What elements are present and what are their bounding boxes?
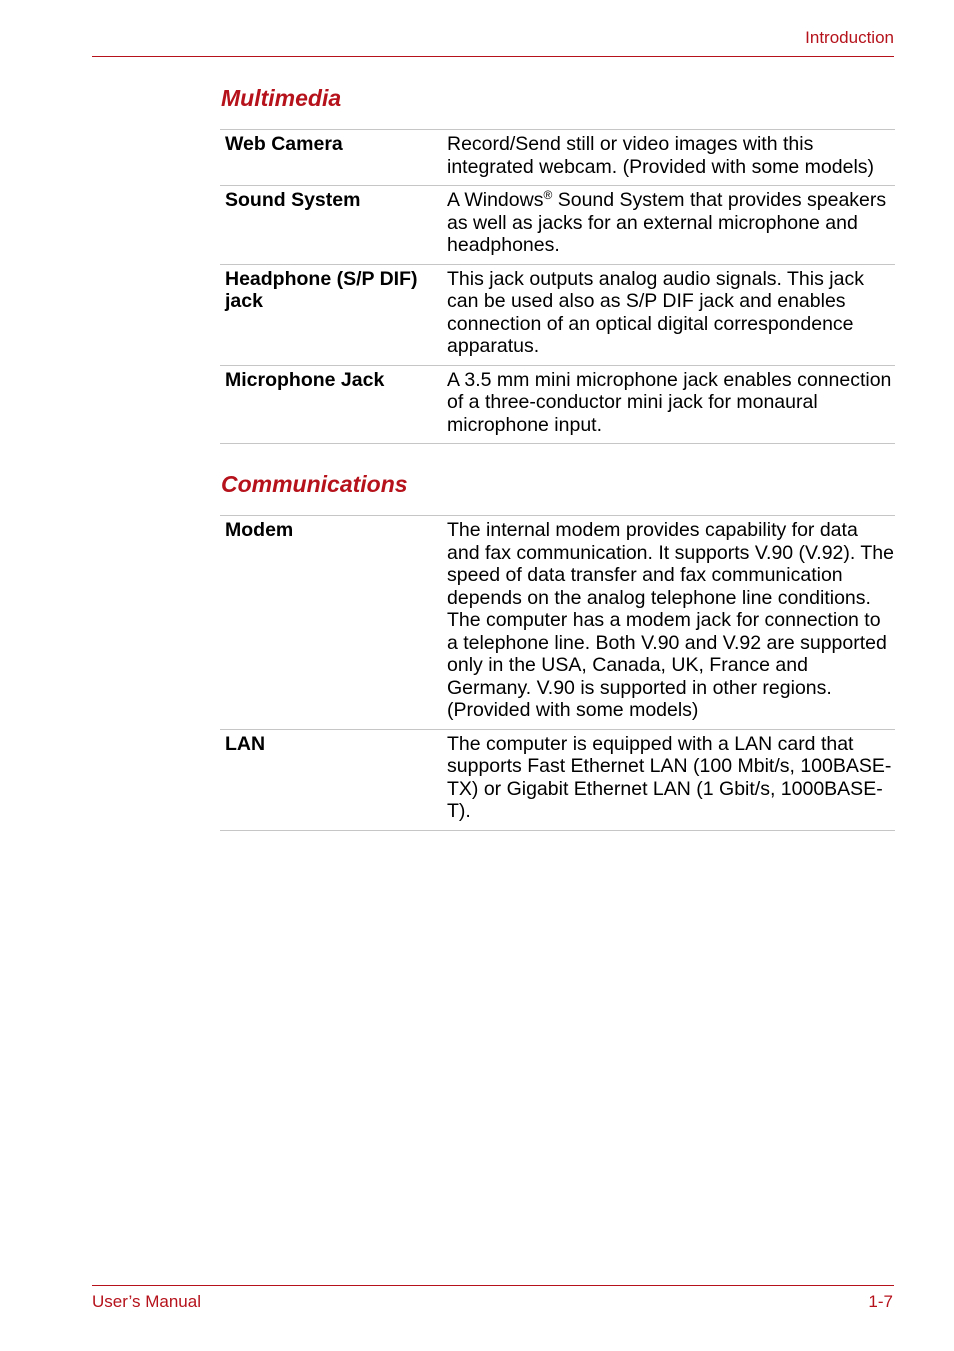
spec-label: Microphone Jack	[225, 368, 385, 391]
spec-row-lan	[220, 730, 895, 831]
spec-description: This jack outputs analog audio signals. This jack can be used also as S/P DIF jack and enables connection of an optical digital correspondence apparatus.	[447, 267, 864, 357]
registered-mark: ®	[543, 188, 553, 202]
spec-table-communications	[220, 515, 895, 831]
header-rule	[92, 56, 894, 57]
spec-description-rest: Sound System that provides speakers as well as jacks for an external microphone and headphones.	[447, 189, 887, 256]
spec-row-headphone-jack	[220, 265, 895, 366]
spec-description-prefix: A Windows	[447, 189, 544, 211]
spec-description	[443, 189, 895, 257]
footer-rule	[92, 1285, 894, 1286]
section-title: Communications	[221, 471, 408, 497]
spec-label: Sound System	[225, 189, 361, 211]
footer-manual-title: User’s Manual	[92, 1292, 201, 1311]
spec-description: The computer is equipped with a LAN card that supports Fast Ethernet LAN (100 Mbit/s, 100BASE-TX) or Gigabit Ethernet LAN (1 Gbit/s, 1000BASE-T).	[447, 732, 892, 822]
spec-description: A 3.5 mm mini microphone jack enables connection of a three-conductor mini jack for monaural microphone input.	[447, 368, 892, 436]
spec-row-microphone-jack	[220, 366, 895, 445]
spec-label: Headphone (S/P DIF) jack	[225, 267, 418, 312]
spec-row-modem	[220, 516, 895, 730]
section-multimedia	[220, 84, 895, 444]
spec-label: Web Camera	[225, 133, 343, 155]
running-header-chapter: Introduction	[805, 28, 894, 47]
spec-label: Modem	[225, 519, 294, 541]
spec-label: LAN	[225, 732, 266, 755]
spec-row-sound-system	[220, 186, 895, 265]
spec-description: The internal modem provides capability for data and fax communication. It supports V.90 (V.92). The speed of data transfer and fax communication depends on the analog telephone line conditions. The computer has a modem jack for connection to a telephone line. Both V.90 and V.92 are supported only in the USA, Canada, UK, France and Germany. V.90 is supported in other regions. (Provided with some models)	[447, 519, 894, 721]
spec-table-multimedia	[220, 129, 895, 444]
spec-description: Record/Send still or video images with this integrated webcam. (Provided with some models)	[447, 133, 875, 178]
spec-row-web-camera	[220, 130, 895, 186]
section-communications	[220, 470, 895, 831]
section-title: Multimedia	[221, 85, 342, 111]
footer-page-number: 1-7	[868, 1292, 893, 1311]
